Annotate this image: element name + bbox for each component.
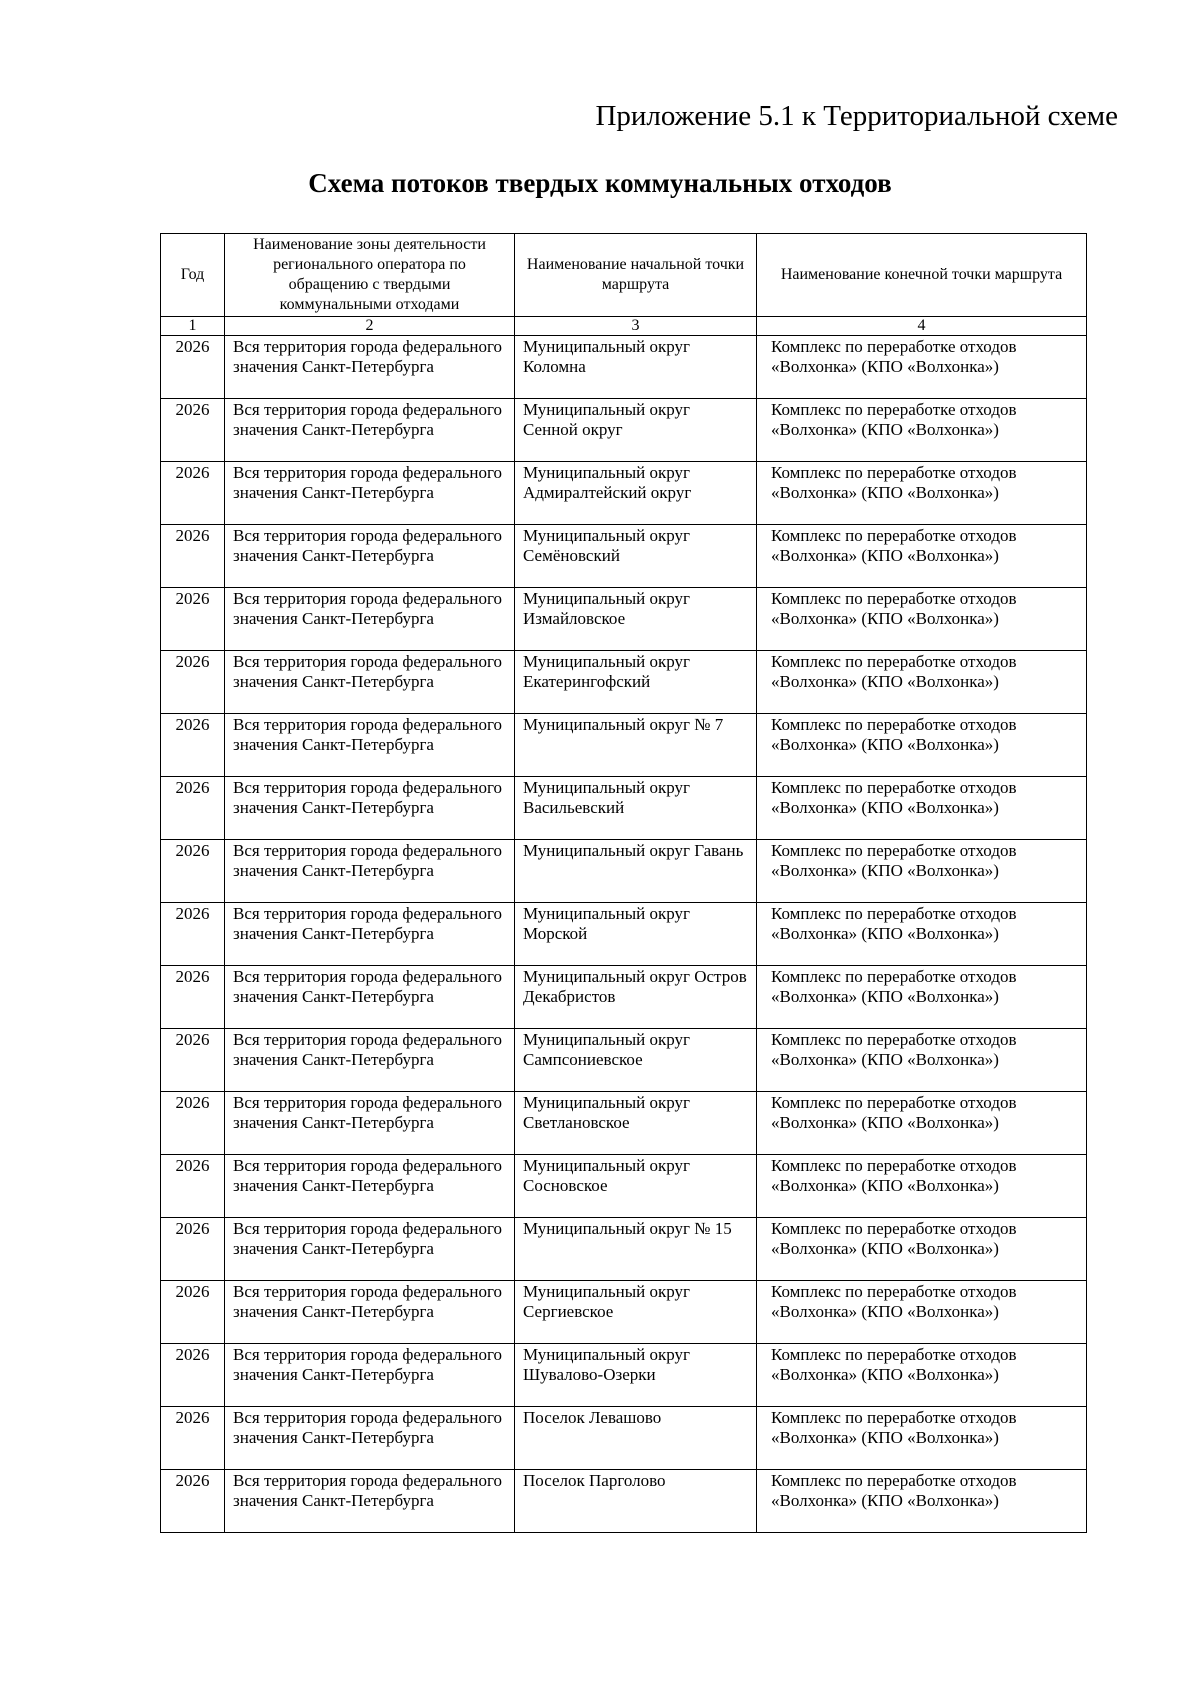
table-row [161,651,1087,714]
cell-year: 2026 [161,651,225,714]
cell-end-point: Комплекс по переработке отходов «Волхонка» (КПО «Волхонка») [757,714,1087,777]
cell-zone: Вся территория города федерального значения Санкт-Петербурга [225,1218,515,1281]
cell-start-point: Муниципальный округ Остров Декабристов [515,966,757,1029]
table-row [161,462,1087,525]
table-row [161,777,1087,840]
cell-start-point: Муниципальный округ Сосновское [515,1155,757,1218]
cell-year: 2026 [161,1281,225,1344]
appendix-note: Приложение 5.1 к Территориальной схеме [595,100,1118,132]
cell-start-point: Муниципальный округ Сенной округ [515,399,757,462]
column-number: 4 [757,317,1087,336]
cell-start-point: Муниципальный округ Екатерингофский [515,651,757,714]
waste-flow-table [160,233,1087,1533]
cell-zone: Вся территория города федерального значения Санкт-Петербурга [225,525,515,588]
cell-year: 2026 [161,1092,225,1155]
cell-year: 2026 [161,1218,225,1281]
cell-zone: Вся территория города федерального значения Санкт-Петербурга [225,903,515,966]
table-row [161,966,1087,1029]
cell-start-point: Муниципальный округ № 7 [515,714,757,777]
column-number: 3 [515,317,757,336]
table-row [161,1155,1087,1218]
cell-end-point: Комплекс по переработке отходов «Волхонка» (КПО «Волхонка») [757,1470,1087,1533]
cell-zone: Вся территория города федерального значения Санкт-Петербурга [225,651,515,714]
cell-year: 2026 [161,462,225,525]
cell-zone: Вся территория города федерального значения Санкт-Петербурга [225,1281,515,1344]
cell-zone: Вся территория города федерального значения Санкт-Петербурга [225,336,515,399]
cell-end-point: Комплекс по переработке отходов «Волхонка» (КПО «Волхонка») [757,336,1087,399]
table-header-row [161,234,1087,317]
cell-year: 2026 [161,588,225,651]
cell-year: 2026 [161,1470,225,1533]
cell-year: 2026 [161,1407,225,1470]
cell-end-point: Комплекс по переработке отходов «Волхонка» (КПО «Волхонка») [757,1155,1087,1218]
cell-year: 2026 [161,1344,225,1407]
table-row [161,840,1087,903]
table-row [161,1281,1087,1344]
cell-end-point: Комплекс по переработке отходов «Волхонка» (КПО «Волхонка») [757,399,1087,462]
cell-zone: Вся территория города федерального значения Санкт-Петербурга [225,777,515,840]
cell-end-point: Комплекс по переработке отходов «Волхонка» (КПО «Волхонка») [757,588,1087,651]
cell-start-point: Муниципальный округ Измайловское [515,588,757,651]
table-row [161,1344,1087,1407]
cell-start-point: Муниципальный округ Шувалово-Озерки [515,1344,757,1407]
header-start-point: Наименование начальной точки маршрута [515,234,757,317]
table-row [161,525,1087,588]
cell-end-point: Комплекс по переработке отходов «Волхонка» (КПО «Волхонка») [757,462,1087,525]
table-row [161,1092,1087,1155]
cell-end-point: Комплекс по переработке отходов «Волхонка» (КПО «Волхонка») [757,903,1087,966]
cell-start-point: Муниципальный округ Сампсониевское [515,1029,757,1092]
cell-start-point: Муниципальный округ Гавань [515,840,757,903]
cell-end-point: Комплекс по переработке отходов «Волхонка» (КПО «Волхонка») [757,1029,1087,1092]
cell-zone: Вся территория города федерального значения Санкт-Петербурга [225,1407,515,1470]
cell-start-point: Муниципальный округ Васильевский [515,777,757,840]
table-body [161,317,1087,1533]
cell-start-point: Муниципальный округ № 15 [515,1218,757,1281]
cell-end-point: Комплекс по переработке отходов «Волхонка» (КПО «Волхонка») [757,1344,1087,1407]
header-zone: Наименование зоны деятельности регионального оператора по обращению с твердыми коммунальными отходами [225,234,515,317]
cell-end-point: Комплекс по переработке отходов «Волхонка» (КПО «Волхонка») [757,966,1087,1029]
table-row [161,588,1087,651]
cell-year: 2026 [161,525,225,588]
cell-zone: Вся территория города федерального значения Санкт-Петербурга [225,1470,515,1533]
cell-zone: Вся территория города федерального значения Санкт-Петербурга [225,840,515,903]
cell-end-point: Комплекс по переработке отходов «Волхонка» (КПО «Волхонка») [757,651,1087,714]
cell-start-point: Муниципальный округ Сергиевское [515,1281,757,1344]
column-number: 2 [225,317,515,336]
table-row [161,1407,1087,1470]
cell-zone: Вся территория города федерального значения Санкт-Петербурга [225,1092,515,1155]
cell-year: 2026 [161,336,225,399]
cell-start-point: Муниципальный округ Морской [515,903,757,966]
cell-end-point: Комплекс по переработке отходов «Волхонка» (КПО «Волхонка») [757,1281,1087,1344]
cell-end-point: Комплекс по переработке отходов «Волхонка» (КПО «Волхонка») [757,777,1087,840]
table-row [161,1029,1087,1092]
cell-end-point: Комплекс по переработке отходов «Волхонка» (КПО «Волхонка») [757,840,1087,903]
column-number: 1 [161,317,225,336]
cell-zone: Вся территория города федерального значения Санкт-Петербурга [225,1344,515,1407]
cell-zone: Вся территория города федерального значения Санкт-Петербурга [225,1029,515,1092]
cell-zone: Вся территория города федерального значения Санкт-Петербурга [225,399,515,462]
table-row [161,1218,1087,1281]
table-row [161,399,1087,462]
cell-year: 2026 [161,1029,225,1092]
header-year: Год [161,234,225,317]
table-row [161,714,1087,777]
cell-year: 2026 [161,840,225,903]
cell-start-point: Поселок Левашово [515,1407,757,1470]
header-end-point: Наименование конечной точки маршрута [757,234,1087,317]
cell-year: 2026 [161,714,225,777]
table-row [161,1470,1087,1533]
cell-zone: Вся территория города федерального значения Санкт-Петербурга [225,1155,515,1218]
cell-zone: Вся территория города федерального значения Санкт-Петербурга [225,714,515,777]
cell-year: 2026 [161,903,225,966]
cell-start-point: Муниципальный округ Семёновский [515,525,757,588]
cell-end-point: Комплекс по переработке отходов «Волхонка» (КПО «Волхонка») [757,1092,1087,1155]
cell-zone: Вся территория города федерального значения Санкт-Петербурга [225,462,515,525]
cell-zone: Вся территория города федерального значения Санкт-Петербурга [225,588,515,651]
column-number-row [161,317,1087,336]
cell-year: 2026 [161,777,225,840]
table-row [161,903,1087,966]
cell-start-point: Поселок Парголово [515,1470,757,1533]
cell-end-point: Комплекс по переработке отходов «Волхонка» (КПО «Волхонка») [757,1407,1087,1470]
cell-end-point: Комплекс по переработке отходов «Волхонка» (КПО «Волхонка») [757,525,1087,588]
cell-start-point: Муниципальный округ Светлановское [515,1092,757,1155]
cell-year: 2026 [161,966,225,1029]
cell-end-point: Комплекс по переработке отходов «Волхонка» (КПО «Волхонка») [757,1218,1087,1281]
cell-start-point: Муниципальный округ Адмиралтейский округ [515,462,757,525]
cell-zone: Вся территория города федерального значения Санкт-Петербурга [225,966,515,1029]
table-row [161,336,1087,399]
cell-year: 2026 [161,1155,225,1218]
cell-start-point: Муниципальный округ Коломна [515,336,757,399]
document-title: Схема потоков твердых коммунальных отходов [308,168,892,198]
cell-year: 2026 [161,399,225,462]
